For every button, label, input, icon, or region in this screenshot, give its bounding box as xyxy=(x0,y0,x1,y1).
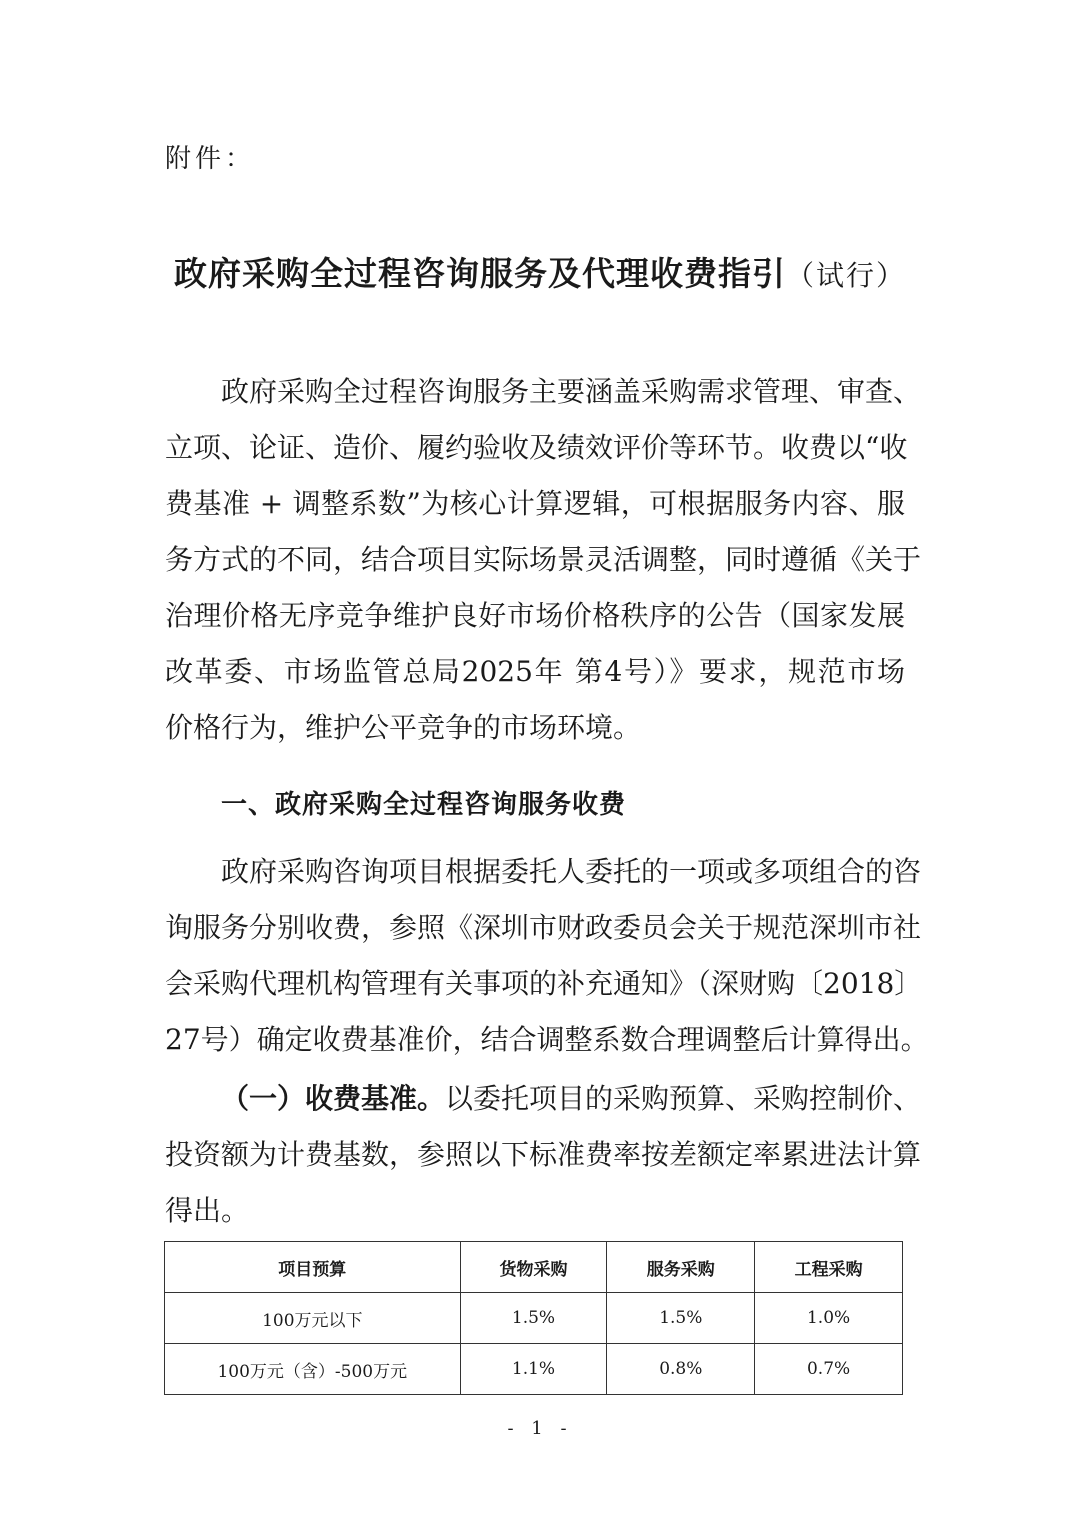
subsection-1-line: 投资额为计费基数，参照以下标准费率按差额定率累进法计算 xyxy=(165,1138,922,1171)
intro-line: 治理价格无序竞争维护良好市场价格秩序的公告（国家发展 xyxy=(165,599,905,632)
table-row xyxy=(165,1344,903,1395)
document-title xyxy=(0,248,1080,295)
table-cell: 100万元以下 xyxy=(165,1293,461,1344)
section-1-line: 询服务分别收费，参照《深圳市财政委员会关于规范深圳市社 xyxy=(165,911,922,944)
table-cell: 0.8% xyxy=(607,1344,755,1395)
intro-line: 立项、论证、造价、履约验收及绩效评价等环节。收费以“收 xyxy=(165,431,908,464)
intro-line: 务方式的不同，结合项目实际场景灵活调整，同时遵循《关于 xyxy=(165,543,922,576)
intro-paragraph xyxy=(165,364,922,756)
subsection-1-label: （一）收费基准。 xyxy=(221,1082,446,1115)
table-cell: 1.1% xyxy=(460,1344,607,1395)
section-1-line: 政府采购咨询项目根据委托人委托的一项或多项组合的咨 xyxy=(221,855,922,888)
table-row xyxy=(165,1293,903,1344)
table-header-cell: 工程采购 xyxy=(755,1242,903,1293)
table-cell: 1.0% xyxy=(755,1293,903,1344)
intro-line: 政府采购全过程咨询服务主要涵盖采购需求管理、审查、 xyxy=(221,375,922,408)
section-1-heading: 一、政府采购全过程咨询服务收费 xyxy=(221,790,627,820)
intro-line: 价格行为，维护公平竞争的市场环境。 xyxy=(165,711,642,744)
table-cell: 1.5% xyxy=(607,1293,755,1344)
table-header-cell: 服务采购 xyxy=(607,1242,755,1293)
table-cell: 100万元（含）-500万元 xyxy=(165,1344,461,1395)
table-header-row xyxy=(165,1242,903,1293)
title-main: 政府采购全过程咨询服务及代理收费指引 xyxy=(173,254,786,293)
table-header-cell: 项目预算 xyxy=(165,1242,461,1293)
intro-line: 改革委、市场监管总局2025年 第4号）》要求，规范市场 xyxy=(165,655,905,688)
subsection-1-paragraph xyxy=(165,1071,922,1239)
intro-line: 费基准 + 调整系数”为核心计算逻辑，可根据服务内容、服 xyxy=(165,487,905,520)
section-1-paragraph xyxy=(165,844,929,1068)
page-number: - 1 - xyxy=(507,1418,573,1439)
table-header-cell: 货物采购 xyxy=(460,1242,607,1293)
title-sub: （试行） xyxy=(785,259,906,292)
subsection-1-line: 得出。 xyxy=(165,1194,250,1227)
section-1-line: 会采购代理机构管理有关事项的补充通知》（深财购〔2018〕 xyxy=(165,967,923,1000)
attachment-label: 附件： xyxy=(165,144,256,174)
table-cell: 0.7% xyxy=(755,1344,903,1395)
table-cell: 1.5% xyxy=(460,1293,607,1344)
subsection-1-line xyxy=(165,1071,922,1127)
subsection-1-text: 以委托项目的采购预算、采购控制价、 xyxy=(445,1082,922,1115)
section-1-line: 27号）确定收费基准价，结合调整系数合理调整后计算得出。 xyxy=(165,1023,929,1056)
fee-rate-table xyxy=(164,1241,903,1395)
